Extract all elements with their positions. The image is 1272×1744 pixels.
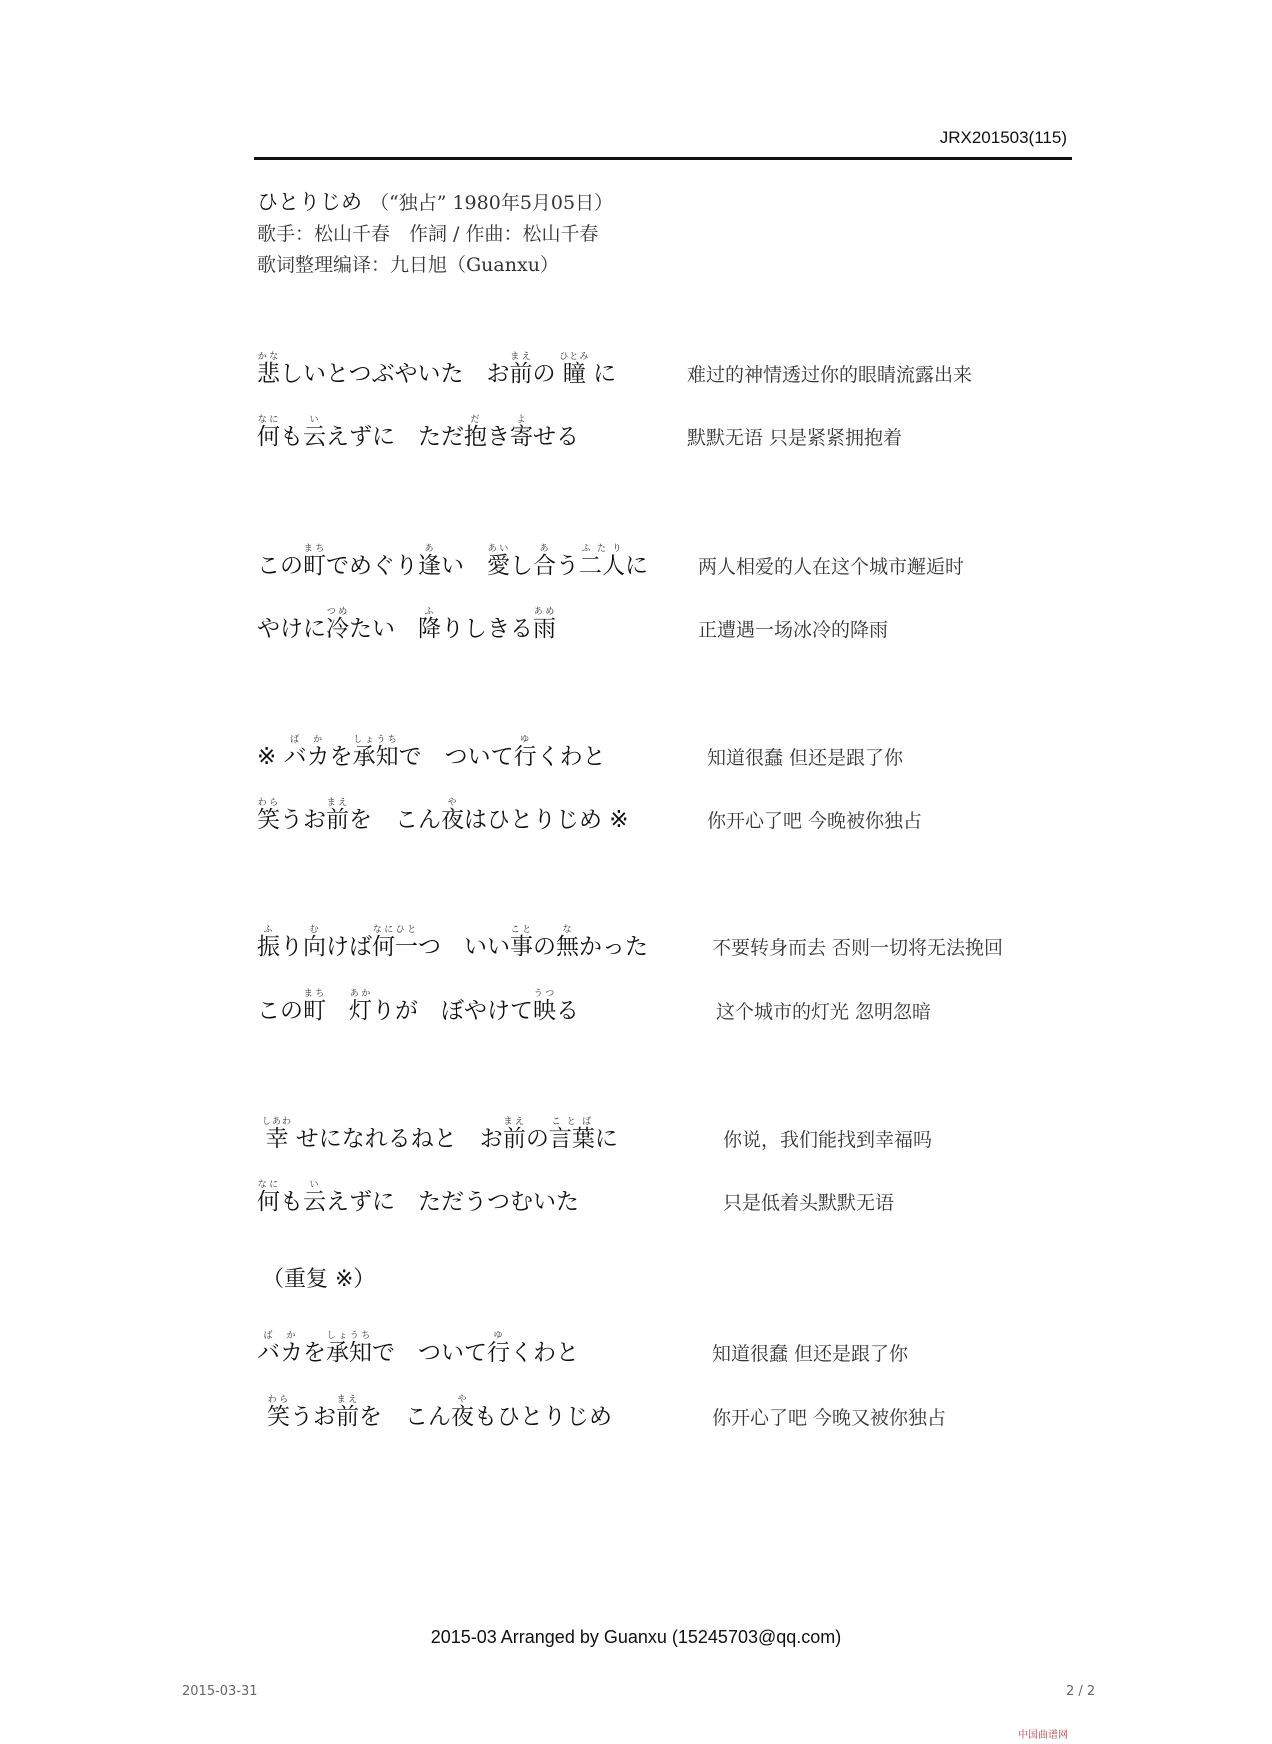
ruby-word: 笑わら <box>257 798 280 833</box>
furigana: わら <box>267 1395 290 1405</box>
lyric-text: を こん <box>349 807 441 833</box>
lyric-text: もひとりじめ <box>474 1404 612 1430</box>
lyric-translation: 你开心了吧 今晚又被你独占 <box>712 1407 947 1429</box>
furigana: かな <box>257 352 280 362</box>
furigana: わら <box>257 798 280 808</box>
ruby-word: 云い <box>303 1180 326 1215</box>
lyric-text: り <box>280 934 303 960</box>
ruby-word: 逢あ <box>418 544 441 579</box>
lyric-text: も <box>280 1189 303 1215</box>
ruby-word: 映うつ <box>533 989 556 1024</box>
lyric-text: を <box>303 1340 326 1366</box>
lyric-jp <box>267 1395 612 1429</box>
furigana: こと <box>510 925 533 935</box>
lyric-jp <box>257 607 556 641</box>
furigana: なにひと <box>372 925 418 935</box>
lyric-jp <box>257 415 579 449</box>
furigana: ふ <box>418 607 441 617</box>
lyric-jp <box>262 1117 618 1151</box>
lyric-jp <box>257 735 606 769</box>
ruby-word: 合あ <box>533 544 556 579</box>
lyric-translation: 不要转身而去 否则一切将无法挽回 <box>712 937 1004 959</box>
furigana: む <box>303 925 326 935</box>
repeat-marker: （重复 ※） <box>262 1267 376 1292</box>
lyric-text: の <box>532 361 563 387</box>
lyric-text: し <box>510 553 533 579</box>
lyric-text: えずに ただうつむいた <box>326 1189 579 1215</box>
furigana: まえ <box>336 1395 359 1405</box>
ruby-word: 悲かな <box>257 352 280 387</box>
watermark: 中国曲谱网 <box>1018 1730 1068 1741</box>
ruby-word: 降ふ <box>418 607 441 642</box>
lyric-translation: 知道很蠢 但还是跟了你 <box>707 747 904 769</box>
lyric-text: に <box>625 553 648 579</box>
furigana: まち <box>303 544 326 554</box>
lyric-text: い <box>441 553 487 579</box>
lyric-jp <box>257 544 648 578</box>
lyric-translation: 正遭遇一场冰冷的降雨 <box>698 619 889 641</box>
header-rule <box>254 157 1072 160</box>
document-code: JRX201503(115) <box>939 128 1067 147</box>
ruby-word: 行ゆ <box>487 1331 510 1366</box>
lyric-translation: 知道很蠢 但还是跟了你 <box>712 1343 909 1365</box>
ruby-word: 笑わら <box>267 1395 290 1430</box>
lyric-text: はひとりじめ ※ <box>464 807 629 833</box>
lyric-text: き <box>487 424 510 450</box>
song-title-line <box>257 186 613 216</box>
lyric-text: せになれるねと お <box>288 1126 503 1152</box>
lyric-text: に <box>594 1126 618 1152</box>
lyric-jp <box>257 352 616 386</box>
lyric-text: で ついて <box>398 744 514 770</box>
lyric-text: この <box>257 998 303 1024</box>
lyric-text: う <box>556 553 579 579</box>
furigana: だ <box>464 415 487 425</box>
ruby-word: 承知しょうち <box>326 1331 372 1366</box>
lyric-text: けば <box>326 934 372 960</box>
lyric-translation: 只是低着头默默无语 <box>723 1192 895 1214</box>
lyric-text: ※ <box>257 744 284 770</box>
lyric-translation: 这个城市的灯光 忽明忽暗 <box>716 1001 932 1023</box>
lyric-jp <box>257 798 629 832</box>
furigana: なに <box>257 415 280 425</box>
lyric-text: かった <box>579 934 648 960</box>
furigana: なに <box>257 1180 280 1190</box>
lyric-text: やけに <box>257 616 326 642</box>
lyric-text: りが ぼやけて <box>372 998 533 1024</box>
lyric-translation: 默默无语 只是紧紧拥抱着 <box>687 427 903 449</box>
ruby-word: 承知しょうち <box>352 735 399 770</box>
ruby-word: 瞳ひとみ <box>559 352 590 387</box>
song-title: ひとりじめ <box>257 190 362 214</box>
ruby-word: 振ふ <box>257 925 280 960</box>
furigana: あめ <box>533 607 556 617</box>
ruby-word: 愛あい <box>487 544 510 579</box>
lyric-translation: 你开心了吧 今晚被你独占 <box>707 810 923 832</box>
lyric-text: この <box>257 553 303 579</box>
lyric-text: しいとつぶやいた お <box>280 361 510 387</box>
furigana: ことば <box>548 1117 595 1127</box>
furigana: まえ <box>326 798 349 808</box>
lyric-text: りしきる <box>441 616 533 642</box>
furigana: あ <box>418 544 441 554</box>
footer-credit: 2015-03 Arranged by Guanxu (15245703@qq.com) <box>430 1627 842 1647</box>
furigana: い <box>303 1180 326 1190</box>
ruby-word: 二人ふたり <box>579 544 625 579</box>
ruby-word: 夜や <box>451 1395 474 1430</box>
arranger: 歌词整理编译：九日旭（Guanxu） <box>257 254 559 276</box>
lyric-text: も <box>280 424 303 450</box>
furigana: しょうち <box>352 735 399 745</box>
ruby-word: 云い <box>303 415 326 450</box>
lyric-translation: 两人相爱的人在这个城市邂逅时 <box>698 556 965 578</box>
furigana: や <box>451 1395 474 1405</box>
lyric-text: る <box>556 998 579 1024</box>
song-info: （“独占” 1980年5月05日） <box>370 192 614 214</box>
furigana: つめ <box>326 607 349 617</box>
ruby-word: 前まえ <box>326 798 349 833</box>
ruby-word: 向む <box>303 925 326 960</box>
ruby-word: バカばか <box>283 735 330 770</box>
furigana: しょうち <box>326 1331 372 1341</box>
furigana: ばか <box>283 735 330 745</box>
lyric-text: を こん <box>359 1404 451 1430</box>
ruby-word: バカばか <box>257 1331 303 1366</box>
furigana: ゆ <box>513 735 537 745</box>
furigana: しあわ <box>262 1117 293 1127</box>
ruby-word: 町まち <box>303 544 326 579</box>
furigana: まえ <box>509 352 533 362</box>
lyric-text: うお <box>290 1404 336 1430</box>
lyric-text: たい <box>349 616 418 642</box>
ruby-word: 言葉ことば <box>548 1117 595 1152</box>
lyric-text: くわと <box>536 744 606 770</box>
furigana: ゆ <box>487 1331 510 1341</box>
lyric-text: うお <box>280 807 326 833</box>
furigana: ひとみ <box>559 352 590 362</box>
furigana: あ <box>533 544 556 554</box>
lyric-text: で ついて <box>372 1340 487 1366</box>
lyric-text: せる <box>533 424 579 450</box>
furigana: や <box>441 798 464 808</box>
ruby-word: 前まえ <box>502 1117 526 1152</box>
furigana: ばか <box>257 1331 303 1341</box>
lyric-translation: 难过的神情透过你的眼睛流露出来 <box>687 364 973 386</box>
furigana: まえ <box>502 1117 526 1127</box>
lyric-jp <box>257 989 579 1023</box>
lyric-translation: 你说，我们能找到幸福吗 <box>723 1129 933 1151</box>
lyric-jp <box>257 1180 579 1214</box>
lyric-text <box>326 998 349 1024</box>
ruby-word: 雨あめ <box>533 607 556 642</box>
lyric-text: くわと <box>510 1340 579 1366</box>
furigana: ふ <box>257 925 280 935</box>
page-number: 2 / 2 <box>1066 1684 1096 1699</box>
ruby-word: 幸しあわ <box>262 1117 293 1152</box>
ruby-word: 冷つめ <box>326 607 349 642</box>
lyric-text: を <box>329 744 353 770</box>
ruby-word: 何なに <box>257 415 280 450</box>
lyric-jp <box>257 925 648 959</box>
ruby-word: 無な <box>556 925 579 960</box>
print-date: 2015-03-31 <box>182 1684 258 1699</box>
credits: 歌手：松山千春 作詞 / 作曲：松山千春 <box>257 223 599 245</box>
ruby-word: 抱だ <box>464 415 487 450</box>
ruby-word: 町まち <box>303 989 326 1024</box>
furigana: あい <box>487 544 510 554</box>
ruby-word: 灯あか <box>349 989 372 1024</box>
lyric-text: でめぐり <box>326 553 418 579</box>
lyric-text: えずに ただ <box>326 424 464 450</box>
lyric-jp <box>257 1331 579 1365</box>
ruby-word: 事こと <box>510 925 533 960</box>
lyric-text: つ いい <box>418 934 510 960</box>
furigana: まち <box>303 989 326 999</box>
ruby-word: 前まえ <box>509 352 533 387</box>
furigana: ふたり <box>579 544 625 554</box>
lyric-text: の <box>525 1126 549 1152</box>
lyric-text: に <box>585 361 617 387</box>
furigana: い <box>303 415 326 425</box>
furigana: あか <box>349 989 372 999</box>
ruby-word: 何一なにひと <box>372 925 418 960</box>
ruby-word: 寄よ <box>510 415 533 450</box>
furigana: よ <box>510 415 533 425</box>
ruby-word: 行ゆ <box>513 735 537 770</box>
ruby-word: 何なに <box>257 1180 280 1215</box>
lyric-text: の <box>533 934 556 960</box>
furigana: な <box>556 925 579 935</box>
ruby-word: 前まえ <box>336 1395 359 1430</box>
furigana: うつ <box>533 989 556 999</box>
ruby-word: 夜や <box>441 798 464 833</box>
